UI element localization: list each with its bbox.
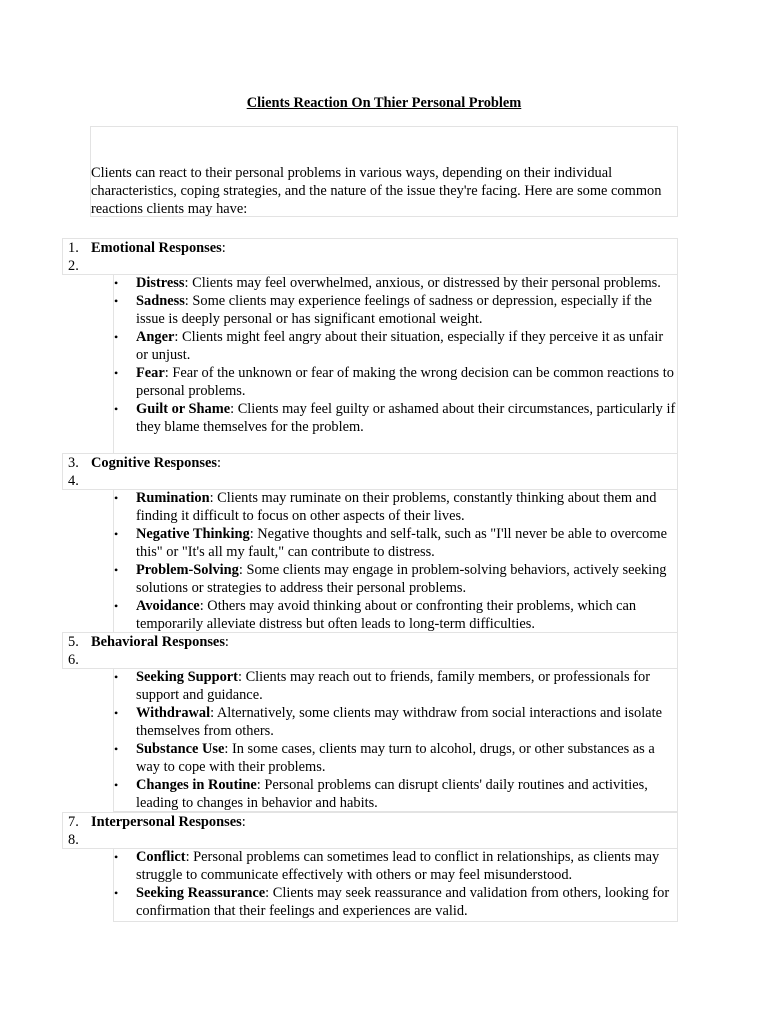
section-heading-text: Interpersonal Responses (91, 814, 242, 830)
bullet-icon: • (114, 294, 119, 308)
list-item (114, 776, 676, 812)
section-heading-text: Behavioral Responses (91, 634, 225, 650)
bullet-icon: • (114, 330, 119, 344)
bullet-icon: • (114, 886, 119, 900)
item-text: : Clients might feel angry about their situation, especially if they perceive it as unfair or unjust. (136, 329, 664, 363)
item-text: : In some cases, clients may turn to alcohol, drugs, or other substances as a way to cope with their problems. (136, 741, 655, 775)
item-term: Anger (136, 329, 175, 345)
bullet-icon: • (114, 366, 119, 380)
heading-colon: : (216, 455, 221, 471)
list-item (114, 884, 676, 920)
item-term: Sadness (136, 293, 185, 309)
bullet-icon: • (114, 670, 119, 684)
bullet-icon: • (114, 491, 119, 505)
item-term: Withdrawal (136, 705, 211, 721)
item-text: : Clients may feel guilty or ashamed about their circumstances, particularly if they blame themselves for the problem. (136, 401, 676, 435)
item-text: : Personal problems can sometimes lead to conflict in relationships, as clients may struggle to communicate effectively with others or may feel misunderstood. (136, 849, 660, 883)
section-heading-row-interpersonal (62, 812, 678, 849)
list-item (114, 597, 676, 633)
section-heading (91, 813, 246, 831)
item-text: : Some clients may experience feelings of sadness or depression, especially if the issue is deeply personal or has significant emotional weight. (136, 293, 652, 327)
list-number: 4. (68, 473, 79, 489)
item-text: : Clients may ruminate on their problems, constantly thinking about them and finding it difficult to focus on other aspects of their lives. (136, 490, 657, 524)
section-heading-text: Cognitive Responses (91, 455, 217, 471)
item-term: Avoidance (136, 598, 200, 614)
document-title: Clients Reaction On Thier Personal Problem (246, 95, 522, 111)
intro-paragraph: Clients can react to their personal problems in various ways, depending on their individual characteristics, coping strategies, and the nature of the issue they're facing. Here are some common reactions clients may have: (91, 165, 662, 217)
list-item (114, 328, 676, 364)
list-item (114, 292, 676, 328)
item-term: Distress (136, 275, 185, 291)
list-number: 5. (68, 634, 79, 650)
item-text: : Personal problems can disrupt clients' daily routines and activities, leading to changes in behavior and habits. (136, 777, 648, 811)
item-text: : Others may avoid thinking about or confronting their problems, which can temporarily alleviate distress but often leads to long-term difficulties. (136, 598, 637, 632)
bullet-icon: • (114, 850, 119, 864)
list-item (114, 489, 676, 525)
list-number: 6. (68, 652, 79, 668)
heading-colon: : (224, 634, 229, 650)
item-term: Rumination (136, 490, 210, 506)
bullet-icon: • (114, 706, 119, 720)
section-heading-text: Emotional Responses (91, 240, 222, 256)
item-term: Fear (136, 365, 165, 381)
list-item (114, 364, 676, 400)
item-term: Guilt or Shame (136, 401, 231, 417)
list-item (114, 400, 676, 436)
heading-colon: : (241, 814, 246, 830)
bullet-icon: • (114, 742, 119, 756)
list-item (114, 525, 676, 561)
item-text: : Clients may reach out to friends, family members, or professionals for support and guidance. (136, 669, 650, 703)
bullet-icon: • (114, 563, 119, 577)
bullet-list-emotional (113, 274, 678, 454)
item-term: Changes in Routine (136, 777, 257, 793)
list-item (114, 274, 676, 292)
item-term: Seeking Support (136, 669, 238, 685)
item-term: Seeking Reassurance (136, 885, 266, 901)
list-number: 2. (68, 258, 79, 274)
item-term: Conflict (136, 849, 186, 865)
item-text: : Some clients may engage in problem-solving behaviors, actively seeking solutions or strategies to address their personal problems. (136, 562, 667, 596)
bullet-list-interpersonal (113, 848, 678, 922)
list-item (114, 740, 676, 776)
bullet-icon: • (114, 778, 119, 792)
bullet-icon: • (114, 527, 119, 541)
list-item (114, 668, 676, 704)
item-text: : Alternatively, some clients may withdraw from social interactions and isolate themselves from others. (136, 705, 662, 739)
item-text: : Negative thoughts and self-talk, such as "I'll never be able to overcome this" or "It's all my fault," can contribute to distress. (136, 526, 667, 560)
item-term: Problem-Solving (136, 562, 239, 578)
list-number: 8. (68, 832, 79, 848)
bullet-icon: • (114, 402, 119, 416)
section-heading-row-emotional (62, 238, 678, 275)
bullet-list-behavioral (113, 668, 678, 812)
bullet-icon: • (114, 276, 119, 290)
section-heading-row-cognitive (62, 453, 678, 490)
bullet-list-cognitive (113, 489, 678, 633)
item-text: : Clients may seek reassurance and validation from others, looking for confirmation that their feelings and experiences are valid. (136, 885, 670, 919)
section-heading (91, 633, 229, 651)
list-number: 1. (68, 240, 79, 256)
section-heading (91, 239, 226, 257)
list-number: 7. (68, 814, 79, 830)
list-item (114, 561, 676, 597)
list-item (114, 848, 676, 884)
section-heading-row-behavioral (62, 632, 678, 669)
heading-colon: : (221, 240, 226, 256)
list-item (114, 704, 676, 740)
item-text: : Clients may feel overwhelmed, anxious, or distressed by their personal problems. (184, 275, 661, 291)
item-text: : Fear of the unknown or fear of making the wrong decision can be common reactions to personal problems. (136, 365, 674, 399)
section-heading (91, 454, 221, 472)
list-number: 3. (68, 455, 79, 471)
item-term: Negative Thinking (136, 526, 250, 542)
bullet-icon: • (114, 599, 119, 613)
item-term: Substance Use (136, 741, 225, 757)
